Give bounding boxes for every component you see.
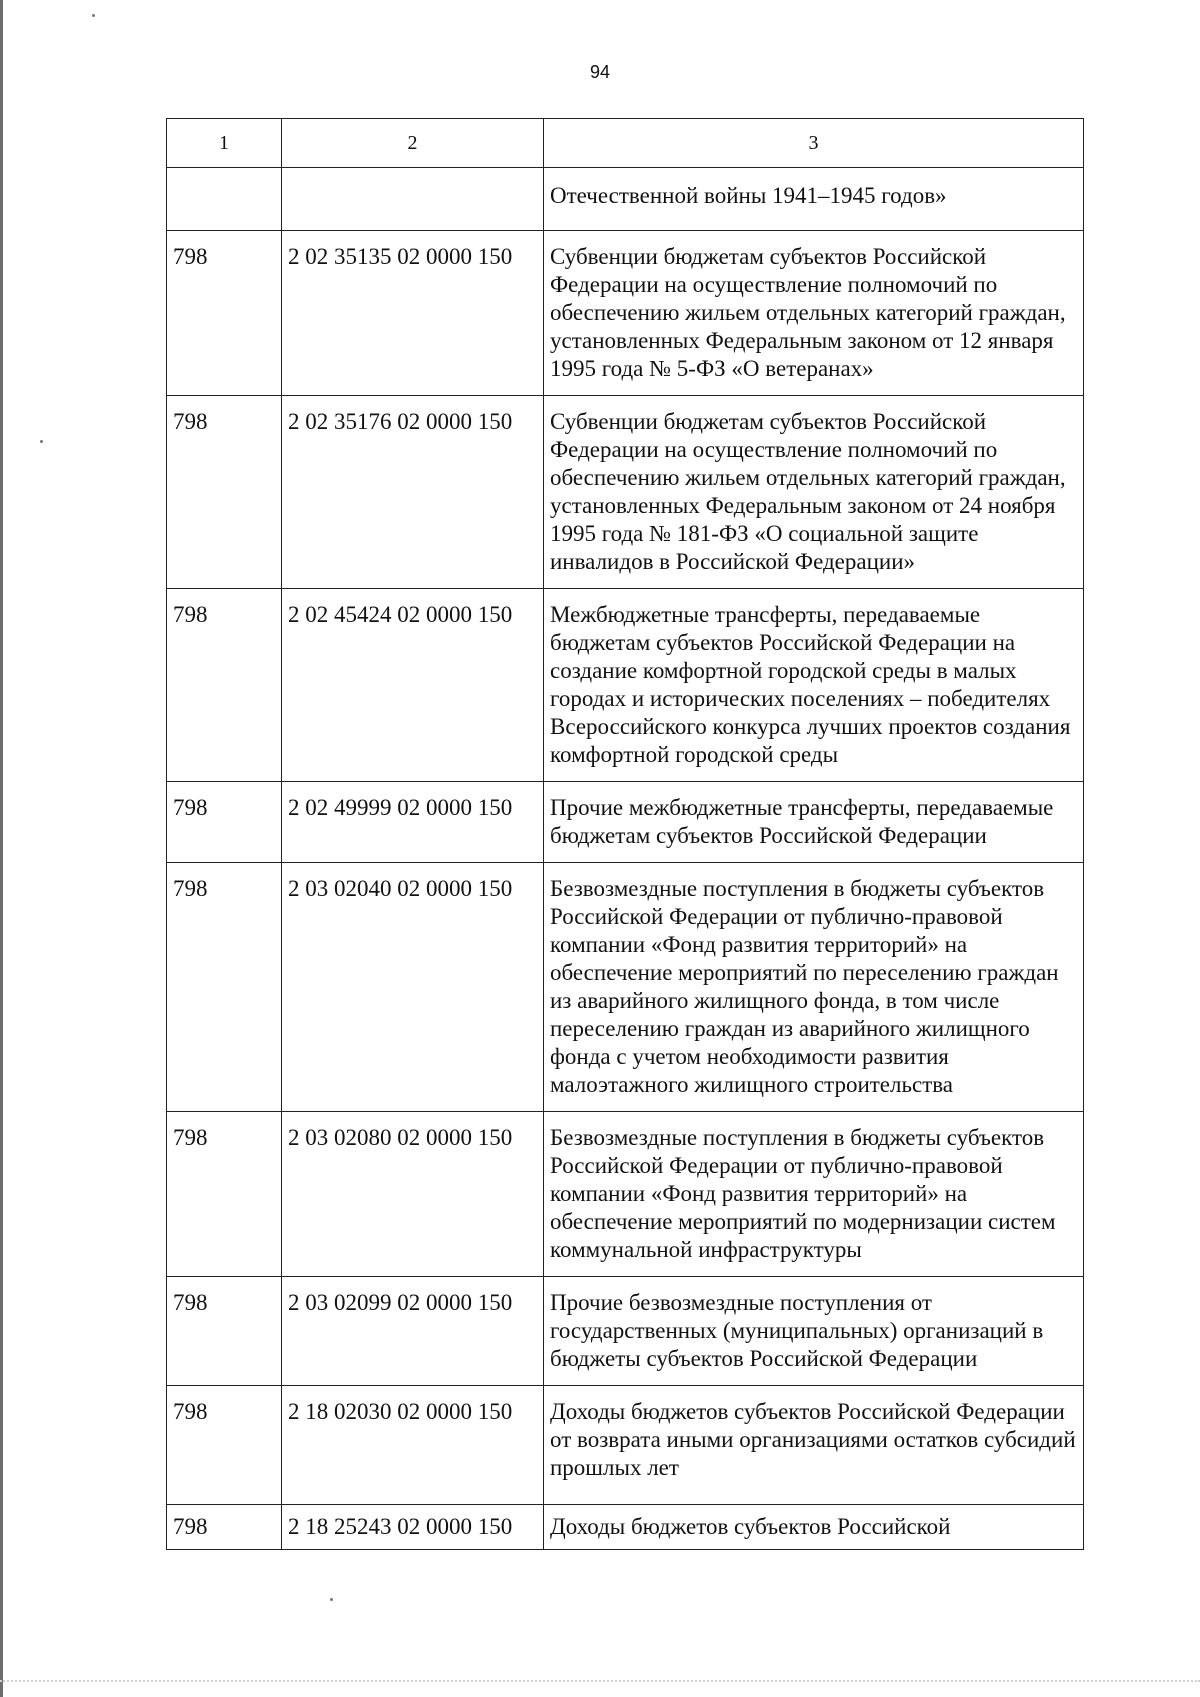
budget-code-cell: 2 18 02030 02 0000 150 bbox=[282, 1386, 544, 1505]
column-header: 1 bbox=[167, 119, 282, 168]
table-row bbox=[167, 1277, 1084, 1386]
admin-code-cell: 798 bbox=[167, 589, 282, 782]
scan-left-edge bbox=[0, 0, 3, 1697]
scan-bottom-noise bbox=[0, 1680, 1200, 1684]
income-name-cell: Прочие межбюджетные трансферты, передаваемые бюджетам субъектов Российской Федерации bbox=[544, 782, 1084, 863]
budget-code-cell: 2 18 25243 02 0000 150 bbox=[282, 1505, 544, 1550]
admin-code-cell: 798 bbox=[167, 1505, 282, 1550]
budget-code-cell bbox=[282, 168, 544, 231]
income-name-cell: Межбюджетные трансферты, передаваемые бюджетам субъектов Российской Федерации на создание комфортной городской среды в малых городах и исторических поселениях – победителях Всероссийского конкурса лучших проектов создания комфортной городской среды bbox=[544, 589, 1084, 782]
budget-code-cell: 2 02 49999 02 0000 150 bbox=[282, 782, 544, 863]
income-name-cell: Субвенции бюджетам субъектов Российской Федерации на осуществление полномочий по обеспечению жильем отдельных категорий граждан, установленных Федеральным законом от 12 января 1995 года № 5-ФЗ «О ветеранах» bbox=[544, 231, 1084, 396]
budget-code-cell: 2 02 45424 02 0000 150 bbox=[282, 589, 544, 782]
admin-code-cell: 798 bbox=[167, 1386, 282, 1505]
page-number: 94 bbox=[589, 62, 611, 82]
column-header: 2 bbox=[282, 119, 544, 168]
scan-speck bbox=[330, 1598, 333, 1601]
admin-code-cell bbox=[167, 168, 282, 231]
table-row bbox=[167, 1386, 1084, 1505]
income-name-cell: Безвозмездные поступления в бюджеты субъектов Российской Федерации от публично-правовой компании «Фонд развития территорий» на обеспечение мероприятий по модернизации систем коммунальной инфраструктуры bbox=[544, 1112, 1084, 1277]
scan-speck bbox=[40, 440, 43, 443]
table-row bbox=[167, 863, 1084, 1112]
budget-code-cell: 2 03 02040 02 0000 150 bbox=[282, 863, 544, 1112]
table-header-row bbox=[167, 119, 1084, 168]
income-name-cell: Субвенции бюджетам субъектов Российской Федерации на осуществление полномочий по обеспечению жильем отдельных категорий граждан, установленных Федеральным законом от 24 ноября 1995 года № 181-ФЗ «О социальной защите инвалидов в Российской Федерации» bbox=[544, 396, 1084, 589]
scan-speck bbox=[92, 14, 95, 17]
admin-code-cell: 798 bbox=[167, 1112, 282, 1277]
table-row bbox=[167, 1505, 1084, 1550]
income-name-cell: Доходы бюджетов субъектов Российской bbox=[544, 1505, 1084, 1550]
table-row bbox=[167, 168, 1084, 231]
column-header: 3 bbox=[544, 119, 1084, 168]
budget-code-cell: 2 03 02099 02 0000 150 bbox=[282, 1277, 544, 1386]
income-codes-table bbox=[166, 118, 1084, 1550]
admin-code-cell: 798 bbox=[167, 396, 282, 589]
admin-code-cell: 798 bbox=[167, 863, 282, 1112]
table-row bbox=[167, 782, 1084, 863]
income-name-cell: Доходы бюджетов субъектов Российской Федерации от возврата иными организациями остатков субсидий прошлых лет bbox=[544, 1386, 1084, 1505]
budget-code-cell: 2 03 02080 02 0000 150 bbox=[282, 1112, 544, 1277]
table-row bbox=[167, 231, 1084, 396]
budget-code-cell: 2 02 35176 02 0000 150 bbox=[282, 396, 544, 589]
table-row bbox=[167, 396, 1084, 589]
income-name-cell: Отечественной войны 1941–1945 годов» bbox=[544, 168, 1084, 231]
admin-code-cell: 798 bbox=[167, 231, 282, 396]
admin-code-cell: 798 bbox=[167, 782, 282, 863]
admin-code-cell: 798 bbox=[167, 1277, 282, 1386]
budget-code-cell: 2 02 35135 02 0000 150 bbox=[282, 231, 544, 396]
table-row bbox=[167, 589, 1084, 782]
table-row bbox=[167, 1112, 1084, 1277]
income-name-cell: Безвозмездные поступления в бюджеты субъектов Российской Федерации от публично-правовой компании «Фонд развития территорий» на обеспечение мероприятий по переселению граждан из аварийного жилищного фонда, в том числе переселению граждан из аварийного жилищного фонда с учетом необходимости развития малоэтажного жилищного строительства bbox=[544, 863, 1084, 1112]
income-name-cell: Прочие безвозмездные поступления от государственных (муниципальных) организаций в бюджеты субъектов Российской Федерации bbox=[544, 1277, 1084, 1386]
